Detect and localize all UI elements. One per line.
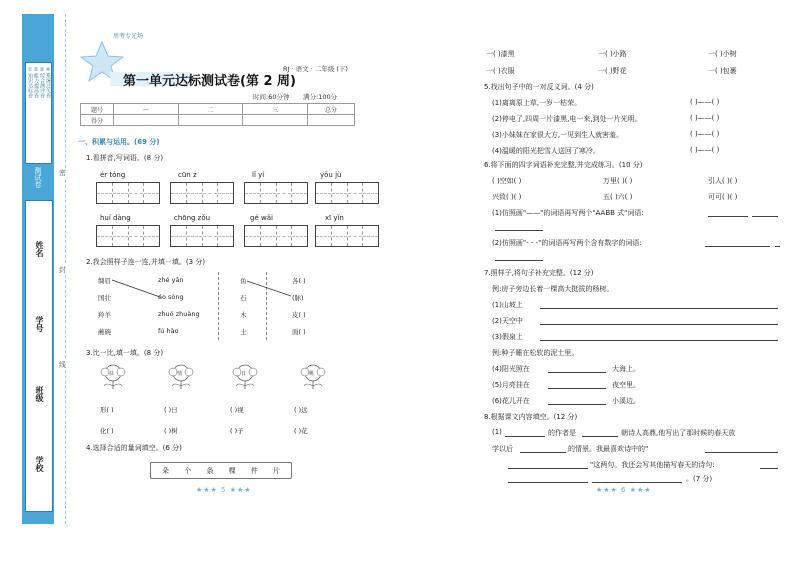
measure-word: 朵 [162,466,169,475]
answer-line[interactable] [708,216,748,217]
answer-line[interactable] [705,246,770,247]
score-cell[interactable] [114,115,179,126]
score-cell[interactable] [243,115,308,126]
fill-text: 的作者是 [548,429,576,437]
score-header: 一 [114,104,179,115]
measure-word: 件 [250,466,258,475]
match-word[interactable]: 羚羊 [98,311,111,319]
section-heading: 一、积累与运用。(69 分) [78,138,160,146]
student-id-field[interactable]: 学号 [35,316,44,332]
flower-char: 日 [241,371,247,377]
measure-word: 棵 [228,466,236,475]
answer-line[interactable] [495,260,543,261]
measure-word-box [150,462,292,479]
question-4: 4.选择合适的量词填空。(6 分) [86,444,182,452]
example-sentence: 例:房子旁边长着一棵高大挺拔的杨树。 [492,285,614,293]
flower-char: 扶 [109,371,115,377]
measure-blank[interactable]: 一( )野花 [598,67,627,75]
answer-line[interactable] [775,246,780,247]
answer-line[interactable] [540,308,778,309]
pinyin-prompt: gé wǎi [250,214,273,222]
measure-word: 片 [272,466,280,475]
antonym-pair-blank[interactable]: ( )——( ) [690,98,720,106]
flower-char: 桃 [309,371,315,377]
answer-line[interactable] [548,404,606,405]
sidebar-info-box [25,62,52,164]
radical-char[interactable]: 土 [240,328,247,336]
radical-blank[interactable]: 面( ) [292,328,306,336]
match-line-example [110,278,170,300]
compare-blank[interactable]: ( )花 [294,427,308,435]
writing-grid[interactable] [244,225,308,247]
score-header: 二 [178,104,243,115]
fold-label: 线 [59,361,66,369]
match-pinyin[interactable]: zhuó zhuàng [158,310,200,318]
pinyin-prompt: yǒu jù [320,171,342,179]
writing-grid[interactable] [170,225,234,247]
fill-text: 。(7 分) [686,475,713,483]
compare-blank[interactable]: ( )树 [164,427,178,435]
compare-blank[interactable]: ( )日 [164,406,178,414]
fill-text: 学以后 [492,445,513,453]
score-cell[interactable] [308,115,355,126]
pinyin-prompt: lǐ yí [252,171,265,179]
antonym-sentence: (3)小妹妹在家很大方,一见到生人就害羞。 [492,131,624,139]
question-7: 7.照样子,将句子补充完整。(12 分) [484,269,594,277]
full-score: 满分:100分 [303,93,338,101]
badge-text: 周考专光场 [113,33,144,40]
radical-char[interactable]: 鱼 [240,277,247,285]
measure-blank[interactable]: 一( )漆黑 [486,50,515,58]
fold-label: 密 [59,169,66,177]
answer-line[interactable] [540,324,778,325]
flower-icon [228,364,262,390]
flower-icon [96,364,130,390]
fill-text: "这两句。我还会写其他描写春天的诗句: [590,461,715,469]
writing-grid[interactable] [170,182,234,204]
fill-text: 的情景。我最喜欢诗中的" [568,445,649,453]
idiom-blank[interactable]: 兴致( )( ) [492,193,522,201]
sentence-prompt: (3)假泉上 [492,333,523,341]
idiom-task: (1)仿照画"——"的词语再写两个"AABB 式"词语: [492,209,644,217]
radical-blank[interactable]: (脉) [292,294,304,302]
sidebar-line: ④系统过关卷 [45,67,51,98]
antonym-pair-blank[interactable]: ( )——( ) [690,130,720,138]
name-field[interactable]: 姓名 [35,241,44,257]
match-word[interactable]: 绸眉 [98,277,111,285]
measure-blank[interactable]: 一( )衣服 [486,67,515,75]
sentence-ending: 小溪边。 [612,397,640,405]
compare-blank[interactable]: ( )视 [230,406,244,414]
match-pinyin[interactable]: zhé yān [158,276,184,284]
antonym-pair-blank[interactable]: ( )——( ) [690,114,720,122]
pinyin-prompt: huí dàng [100,214,131,222]
answer-line[interactable] [548,372,606,373]
answer-line[interactable] [508,468,588,469]
score-header: 三 [243,104,308,115]
match-pinyin[interactable]: fú hào [158,327,179,335]
fill-text: (1) [492,428,502,436]
idiom-blank[interactable]: 万里( )( ) [603,177,633,185]
idiom-blank[interactable]: 引人( )( ) [708,177,738,185]
sidebar-tag: 测试卷 [34,167,42,188]
measure-word: 个 [184,466,192,475]
sentence-ending: 夜空里。 [612,381,640,389]
question-6: 6.将下面的四字词语补充完整,并完成练习。(10 分) [484,161,643,169]
sentence-prompt: (6)花儿开在 [492,397,530,405]
writing-grid[interactable] [315,182,379,204]
answer-line[interactable] [508,482,588,483]
idiom-blank[interactable]: 五( )六( ) [603,193,633,201]
pinyin-prompt: chōng zǒu [174,214,211,222]
measure-blank[interactable]: 一( )包裹 [708,67,737,75]
antonym-pair-blank[interactable]: ( )——( ) [690,146,720,154]
subject-label: RJ · 语文 · 二年级 (下) [283,65,348,73]
pinyin-prompt: ér tóng [100,171,126,179]
match-line-example [245,279,295,299]
student-info-panel [25,200,53,512]
answer-line[interactable] [705,452,778,453]
measure-blank[interactable]: 一( )小树 [708,50,737,58]
match-word[interactable]: 蘸碗 [98,328,111,336]
answer-line[interactable] [548,388,606,389]
answer-line[interactable] [505,436,545,437]
compare-blank[interactable]: ( )子 [230,427,244,435]
answer-line[interactable] [520,452,566,453]
answer-line[interactable] [760,468,778,469]
radical-char[interactable]: 木 [240,311,247,319]
writing-grid[interactable] [96,225,160,247]
flower-icon [296,364,330,390]
idiom-task: (2)仿照画"- - -"的词语再写两个含有数字的词语: [492,239,642,247]
writing-grid[interactable] [244,182,308,204]
idiom-blank[interactable]: ( )空如( ) [492,177,522,185]
idiom-blank[interactable]: 可可( )( ) [708,193,738,201]
compare-blank[interactable]: 形( ) [100,406,114,414]
column-divider [218,272,219,340]
page-number-left: ★★★ 5 ★★★ [196,486,252,494]
sentence-prompt: (5)月亮挂在 [492,381,530,389]
writing-grid[interactable] [96,182,160,204]
answer-line[interactable] [592,482,682,483]
time-limit: 时间:60分钟 [253,93,290,101]
antonym-sentence: (4)温暖的阳光把雪人送回了寒冷。 [492,147,600,155]
fold-label: 封 [59,266,66,274]
writing-grid[interactable] [315,225,379,247]
compare-blank[interactable]: 化( ) [100,427,114,435]
compare-blank[interactable]: ( )远 [294,406,308,414]
answer-line[interactable] [752,216,778,217]
score-row-label: 得分 [81,115,114,126]
sentence-ending: 大海上。 [612,365,640,373]
fill-text: 朝诗人高鼎,他写出了那时候的春天放 [621,429,736,437]
radical-blank[interactable]: 各( ) [292,277,306,285]
question-1: 1.看拼音,写词语。(8 分) [86,154,164,162]
score-cell[interactable] [178,115,243,126]
antonym-sentence: (1)离离原上草,一岁一枯荣。 [492,99,582,107]
flower-char: 情 [177,371,183,377]
sidebar-line: ②能力提高卷 [33,67,39,98]
example-sentence: 例:种子睡在松软的泥土里。 [492,349,579,357]
sentence-prompt: (1)山坡上 [492,301,523,309]
antonym-sentence: (2)停电了,四周一片漆黑,电一来,到处一片光明。 [492,115,642,123]
score-header: 题号 [81,104,114,115]
flower-icon [164,364,198,390]
score-header: 总分 [308,104,355,115]
sentence-prompt: (4)阳光照在 [492,365,530,373]
question-5: 5.找出句子中的一对反义词。(4 分) [484,83,594,91]
sidebar-line: ①知识达标卷 [27,67,33,98]
match-pinyin[interactable]: áo sòng [158,293,184,301]
sidebar-line: ③综合测评卷 [39,67,45,98]
pinyin-prompt: xī yǐn [325,214,344,222]
sentence-prompt: (2)天空中 [492,317,523,325]
page-title: 第一单元达标测试卷(第 2 周) [123,74,296,89]
radical-blank[interactable]: 皮( ) [292,311,306,319]
score-table [80,103,355,126]
question-8: 8.根据课文内容填空。(12 分) [484,413,578,421]
radical-char[interactable]: 石 [240,294,247,302]
answer-line[interactable] [495,230,543,231]
answer-line[interactable] [540,340,778,341]
class-field[interactable]: 班级 [35,386,44,402]
page-number-right: ★★★ 6 ★★★ [596,486,652,494]
question-3: 3.比一比,填一填。(8 分) [86,349,164,357]
pinyin-prompt: cūn z [178,171,197,179]
answer-line[interactable] [582,436,618,437]
match-word[interactable]: 国壮 [98,294,111,302]
measure-blank[interactable]: 一( )小路 [598,50,627,58]
measure-word: 条 [206,466,214,475]
school-field[interactable]: 学校 [35,456,44,472]
question-2: 2.我会照样子连一连,并填一填。(3 分) [86,258,206,266]
